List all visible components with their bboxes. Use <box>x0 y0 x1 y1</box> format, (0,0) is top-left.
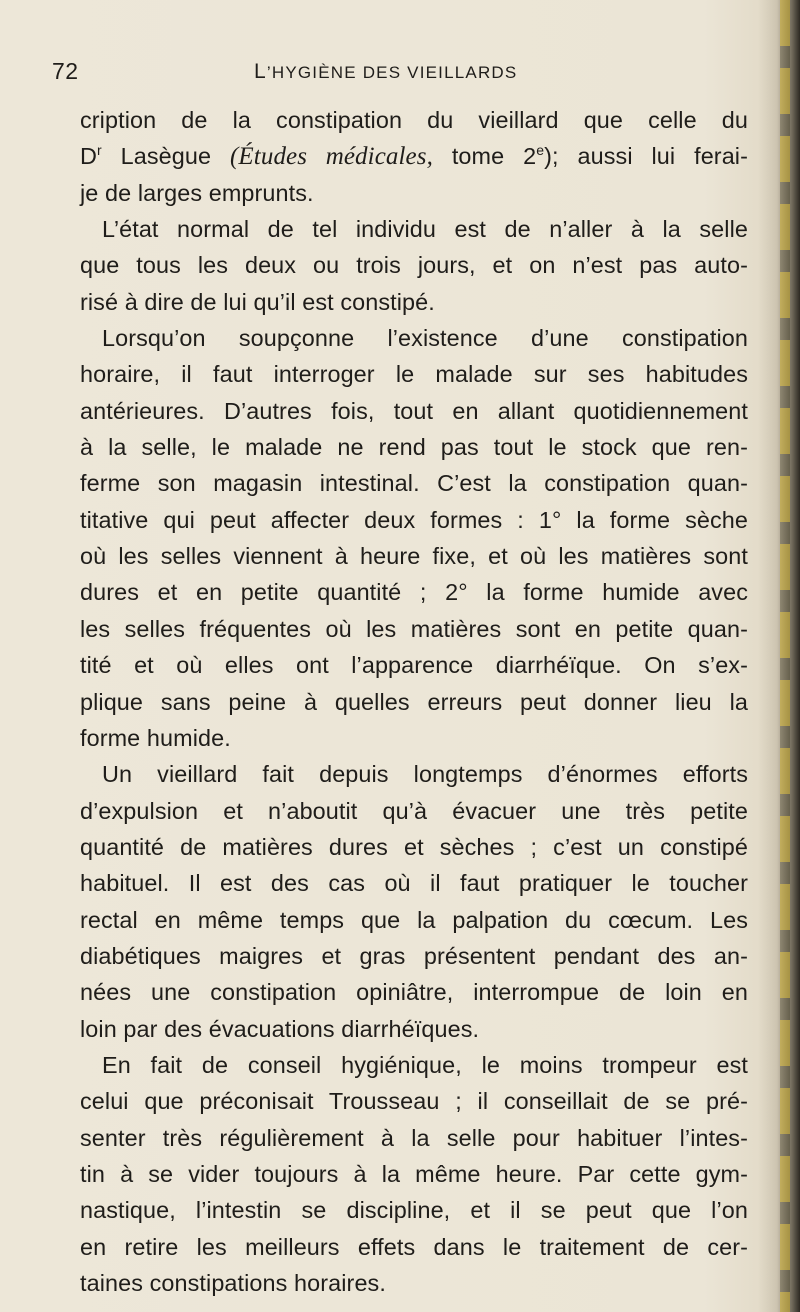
text-line <box>80 284 748 320</box>
text-line <box>80 538 748 574</box>
page-header <box>52 58 752 92</box>
text-line <box>80 1120 748 1156</box>
text-run: dures et en petite quantité ; 2° la forme humide avec <box>80 579 748 606</box>
text-line <box>80 684 748 720</box>
text-run: horaire, il faut interroger le malade sur ses habitudes <box>80 361 748 388</box>
text-run: Un vieillard fait depuis longtemps d’énormes efforts <box>102 761 748 788</box>
text-run: titative qui peut affecter deux formes : 1° la forme sèche <box>80 506 748 533</box>
text-run: D <box>80 143 97 170</box>
text-run: En fait de conseil hygiénique, le moins trompeur est <box>102 1051 748 1078</box>
italic-title: (Études médicales, <box>230 143 433 171</box>
text-line <box>80 865 748 901</box>
running-title <box>254 60 517 84</box>
text-run: que tous les deux ou trois jours, et on n’est pas auto- <box>80 252 748 279</box>
text-line <box>80 502 748 538</box>
text-line <box>80 102 748 138</box>
text-line <box>80 647 748 683</box>
page-edge-shadow <box>758 0 800 1312</box>
text-line <box>80 465 748 501</box>
superscript: r <box>97 142 102 159</box>
text-line <box>80 1192 748 1228</box>
running-title-rest: ’HYGIÈNE DES VIEILLARDS <box>266 63 518 82</box>
text-run: tité et où elles ont l’apparence diarrhéïque. On s’ex- <box>80 652 748 679</box>
text-run: où les selles viennent à heure fixe, et où les matières sont <box>80 543 748 570</box>
text-run: risé à dire de lui qu’il est constipé. <box>80 288 435 315</box>
text-run: nastique, l’intestin se discipline, et il se peut que l’on <box>80 1197 748 1224</box>
text-run: nées une constipation opiniâtre, interrompue de loin en <box>80 979 748 1006</box>
page-number: 72 <box>52 58 79 84</box>
text-line <box>80 393 748 429</box>
text-run: ferme son magasin intestinal. C’est la constipation quan- <box>80 470 748 497</box>
text-line <box>80 611 748 647</box>
text-run: plique sans peine à quelles erreurs peut donner lieu la <box>80 688 748 715</box>
text-run: ); aussi lui ferai- <box>544 143 748 170</box>
text-run: quantité de matières dures et sèches ; c’est un constipé <box>80 833 748 860</box>
text-line <box>80 138 748 174</box>
text-line <box>80 938 748 974</box>
text-line <box>80 1047 748 1083</box>
text-line <box>80 175 748 211</box>
text-line <box>80 429 748 465</box>
text-line <box>80 974 748 1010</box>
text-run: cription de la constipation du vieillard que celle du <box>80 107 748 133</box>
text-run: habituel. Il est des cas où il faut pratiquer le toucher <box>80 870 748 897</box>
text-run: les selles fréquentes où les matières sont en petite quan- <box>80 615 748 642</box>
text-line <box>80 211 748 247</box>
text-run: antérieures. D’autres fois, tout en allant quotidiennement <box>80 397 748 424</box>
text-line <box>80 829 748 865</box>
text-line <box>80 1265 748 1301</box>
body-text <box>80 102 748 1301</box>
text-line <box>80 756 748 792</box>
text-line <box>80 793 748 829</box>
text-line <box>80 356 748 392</box>
text-run: d’expulsion et n’aboutit qu’à évacuer une très petite <box>80 797 748 824</box>
text-run: forme humide. <box>80 724 231 751</box>
text-run: je de larges emprunts. <box>80 179 314 206</box>
text-run: L’état normal de tel individu est de n’aller à la selle <box>102 216 748 243</box>
text-line <box>80 320 748 356</box>
text-line <box>80 574 748 610</box>
text-line <box>80 1011 748 1047</box>
text-run: tome 2 <box>432 143 537 170</box>
page-edge-binding <box>780 0 790 1312</box>
text-run: loin par des évacuations diarrhéïques. <box>80 1015 480 1042</box>
text-run: diabétiques maigres et gras présentent pendant des an- <box>80 942 748 969</box>
text-line <box>80 902 748 938</box>
text-run: Lorsqu’on soupçonne l’existence d’une constipation <box>102 325 748 352</box>
text-run: taines constipations horaires. <box>80 1270 386 1296</box>
running-title-initial: L <box>254 60 267 83</box>
text-run: senter très régulièrement à la selle pour habituer l’intes- <box>80 1124 748 1151</box>
text-run: rectal en même temps que la palpation du cœcum. Les <box>80 906 748 933</box>
text-line <box>80 1083 748 1119</box>
text-line <box>80 1229 748 1265</box>
text-run: Lasègue <box>101 143 230 170</box>
text-run: celui que préconisait Trousseau ; il conseillait de se pré- <box>80 1088 748 1115</box>
text-line <box>80 720 748 756</box>
text-line <box>80 247 748 283</box>
text-line <box>80 1156 748 1192</box>
text-run: tin à se vider toujours à la même heure. Par cette gym- <box>80 1160 748 1187</box>
text-run: en retire les meilleurs effets dans le traitement de cer- <box>80 1233 748 1260</box>
text-run: à la selle, le malade ne rend pas tout le stock que ren- <box>80 434 748 461</box>
superscript: e <box>536 142 545 159</box>
